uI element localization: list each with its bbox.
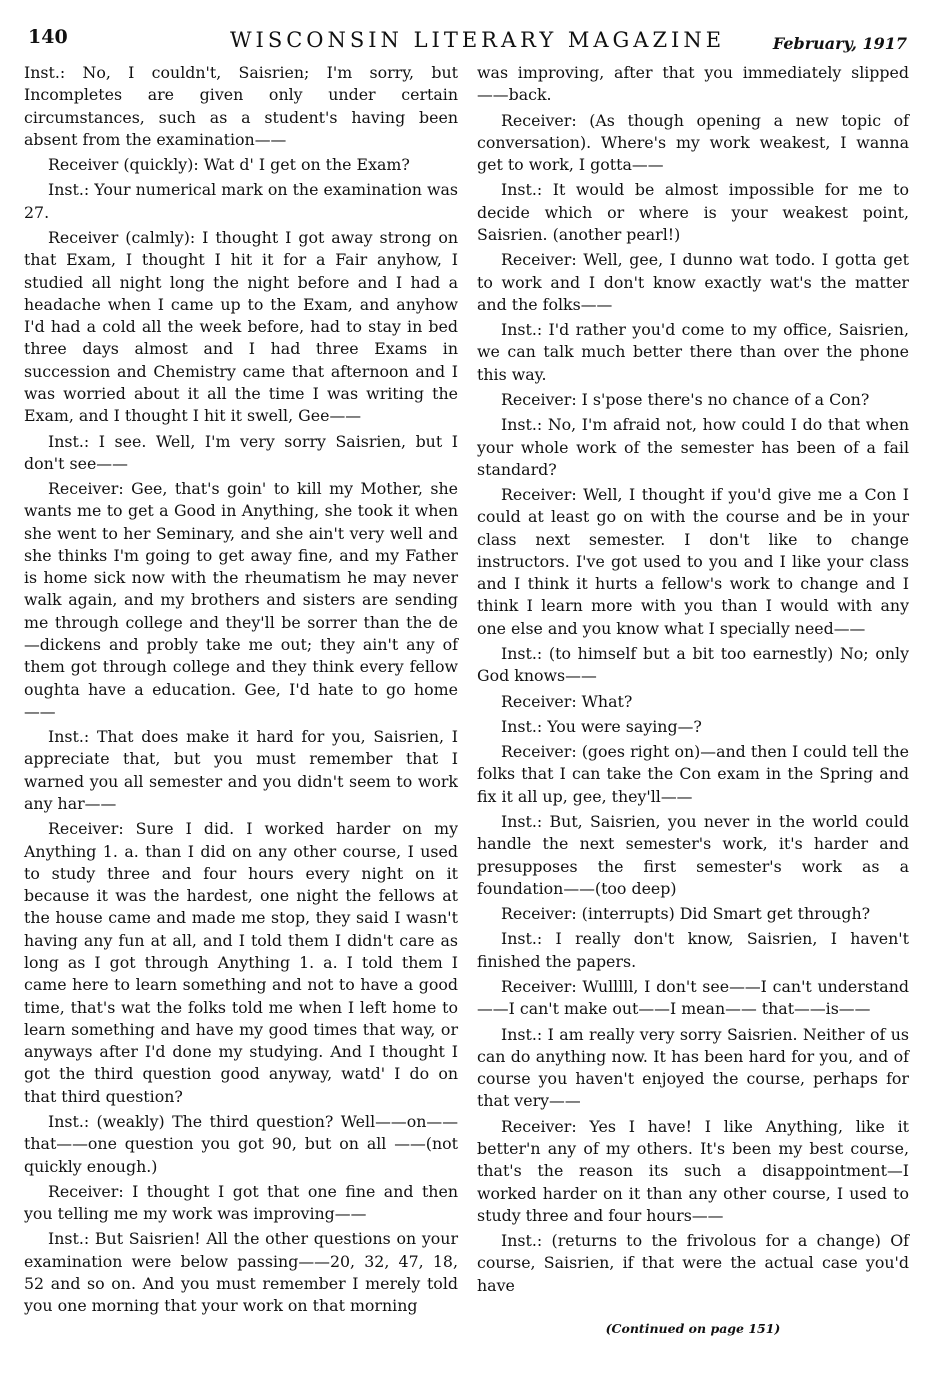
paragraph: Receiver (quickly): Wat d' I get on the Exam?: [48, 155, 410, 175]
paragraph: was improving, after that you immediately slipped——back.: [477, 63, 909, 105]
paragraph: Receiver (calmly): I thought I got away strong on that Exam, I thought I hit it for a Fair anyhow, I studied all night long the night before and I had a headache when I came up to the Exam, and anyhow I'd had a cold all the week before, had to stay in bed three days almost and I had three Exams in succession and Chemistry came that afternoon and I was worried about it all the time I was writing the Exam, and I thought I hit it swell, Gee——: [24, 227, 458, 426]
paragraph: Receiver: Well, gee, I dunno wat todo. I gotta get to work and I don't know exactly wat's the matter and the folks——: [477, 250, 909, 314]
issue-date: February, 1917: [772, 34, 907, 53]
paragraph: Receiver: Yes I have! I like Anything, like it better'n any of my others. It's been my best course, that's the reason its such a disappointment—I worked harder on it than any other course, I used to study three and four hours——: [477, 1116, 909, 1225]
right-text-column: [477, 62, 909, 1300]
paragraph: Receiver: Well, I thought if you'd give me a Con I could at least go on with the course and be in your class next semester. I don't like to change instructors. I've got used to you and I like your class and I think it hurts a fellow's work to change and I think I learn more with you than I would with any one else and you know what I specially need——: [477, 485, 909, 638]
paragraph: Inst.: I see. Well, I'm very sorry Saisrien, but I don't see——: [24, 431, 458, 473]
paragraph: Inst.: I am really very sorry Saisrien. Neither of us can do anything now. It has been hard for you, and of course you haven't enjoyed the course, perhaps for that very——: [477, 1024, 909, 1111]
paragraph: Inst.: I'd rather you'd come to my office, Saisrien, we can talk much better there than over the phone this way.: [477, 320, 909, 384]
paragraph: Inst.: It would be almost impossible for me to decide which or where is your weakest point, Saisrien. (another pearl!): [477, 180, 909, 244]
paragraph: Inst.: No, I'm afraid not, how could I do that when your whole work of the semester has been of a fail standard?: [477, 415, 909, 479]
paragraph: Receiver: Sure I did. I worked harder on my Anything 1. a. than I did on any other course, I used to study three and four hours every night on it because it was the hardest, one night the fellows at the house came and made me stop, they said I wasn't having any fun at all, and I told them I didn't care as long as I got through Anything 1. a. I told them I came here to learn something and not to have a good time, that's wat the folks told me when I left home to learn something and have my good times that way, or anyways after I'd done my studying. And I thought I got the third question good anyway, watd' I do on that third question?: [24, 819, 458, 1106]
paragraph: Receiver: Gee, that's goin' to kill my Mother, she wants me to get a Good in Anything, she took it when she went to her Seminary, and she ain't very well and she thinks I'm going to get away fine, and my Father is home sick now with the rheumatism he may never walk again, and my brothers and sisters are sending me through college and they'll be sorrer than the de—dickens and probly take me out; they ain't any of them got through college and they think every fellow oughta have a education. Gee, I'd hate to go home——: [24, 479, 458, 721]
paragraph: Inst.: That does make it hard for you, Saisrien, I appreciate that, but you must remember that I warned you all semester and you didn't seem to work any har——: [24, 727, 458, 813]
left-text-column: [24, 62, 458, 1320]
paragraph: Inst.: (weakly) The third question? Well——on——that——one question you got 90, but on all ——(not quickly enough.): [24, 1111, 458, 1176]
page-header: [28, 26, 907, 58]
paragraph: Receiver: What?: [501, 691, 633, 711]
paragraph: Receiver: (As though opening a new topic of conversation). Where's my work weakest, I wanna get to work, I gotta——: [477, 110, 909, 175]
paragraph: Inst.: Your numerical mark on the examination was 27.: [24, 180, 458, 222]
paragraph: Inst.: But, Saisrien, you never in the world could handle the next semester's work, it's harder and presupposes the first semester's work as a foundation——(too deep): [477, 812, 909, 898]
paragraph: Inst.: No, I couldn't, Saisrien; I'm sorry, but Incompletes are given only under certain circumstances, such as a student's having been absent from the examination——: [24, 63, 458, 149]
paragraph: Receiver: Wulllll, I don't see——I can't understand——I can't make out——I mean—— that——is——: [477, 976, 909, 1019]
magazine-title: WISCONSIN LITERARY MAGAZINE: [229, 28, 726, 52]
paragraph: Inst.: But Saisrien! All the other questions on your examination were below passing——20, 32, 47, 18, 52 and so on. And you must remember I merely told you one morning that your work on that morning: [24, 1229, 458, 1316]
paragraph: Receiver: (interrupts) Did Smart get through?: [501, 904, 871, 924]
paragraph: Inst.: (returns to the frivolous for a change) Of course, Saisrien, if that were the actual case you'd have: [477, 1231, 909, 1295]
paragraph: Receiver: I s'pose there's no chance of a Con?: [501, 389, 870, 409]
paragraph: Inst.: I really don't know, Saisrien, I haven't finished the papers.: [477, 929, 909, 971]
paragraph: Receiver: I thought I got that one fine and then you telling me my work was improving——: [24, 1181, 458, 1224]
paragraph: Inst.: You were saying—?: [501, 716, 702, 736]
paragraph: Receiver: (goes right on)—and then I could tell the folks that I can take the Con exam in the Spring and fix it all up, gee, they'll——: [477, 742, 909, 806]
paragraph: Inst.: (to himself but a bit too earnestly) No; only God knows——: [477, 644, 909, 686]
continued-note: (Continued on page 151): [605, 1321, 781, 1336]
page-number: 140: [28, 26, 68, 48]
